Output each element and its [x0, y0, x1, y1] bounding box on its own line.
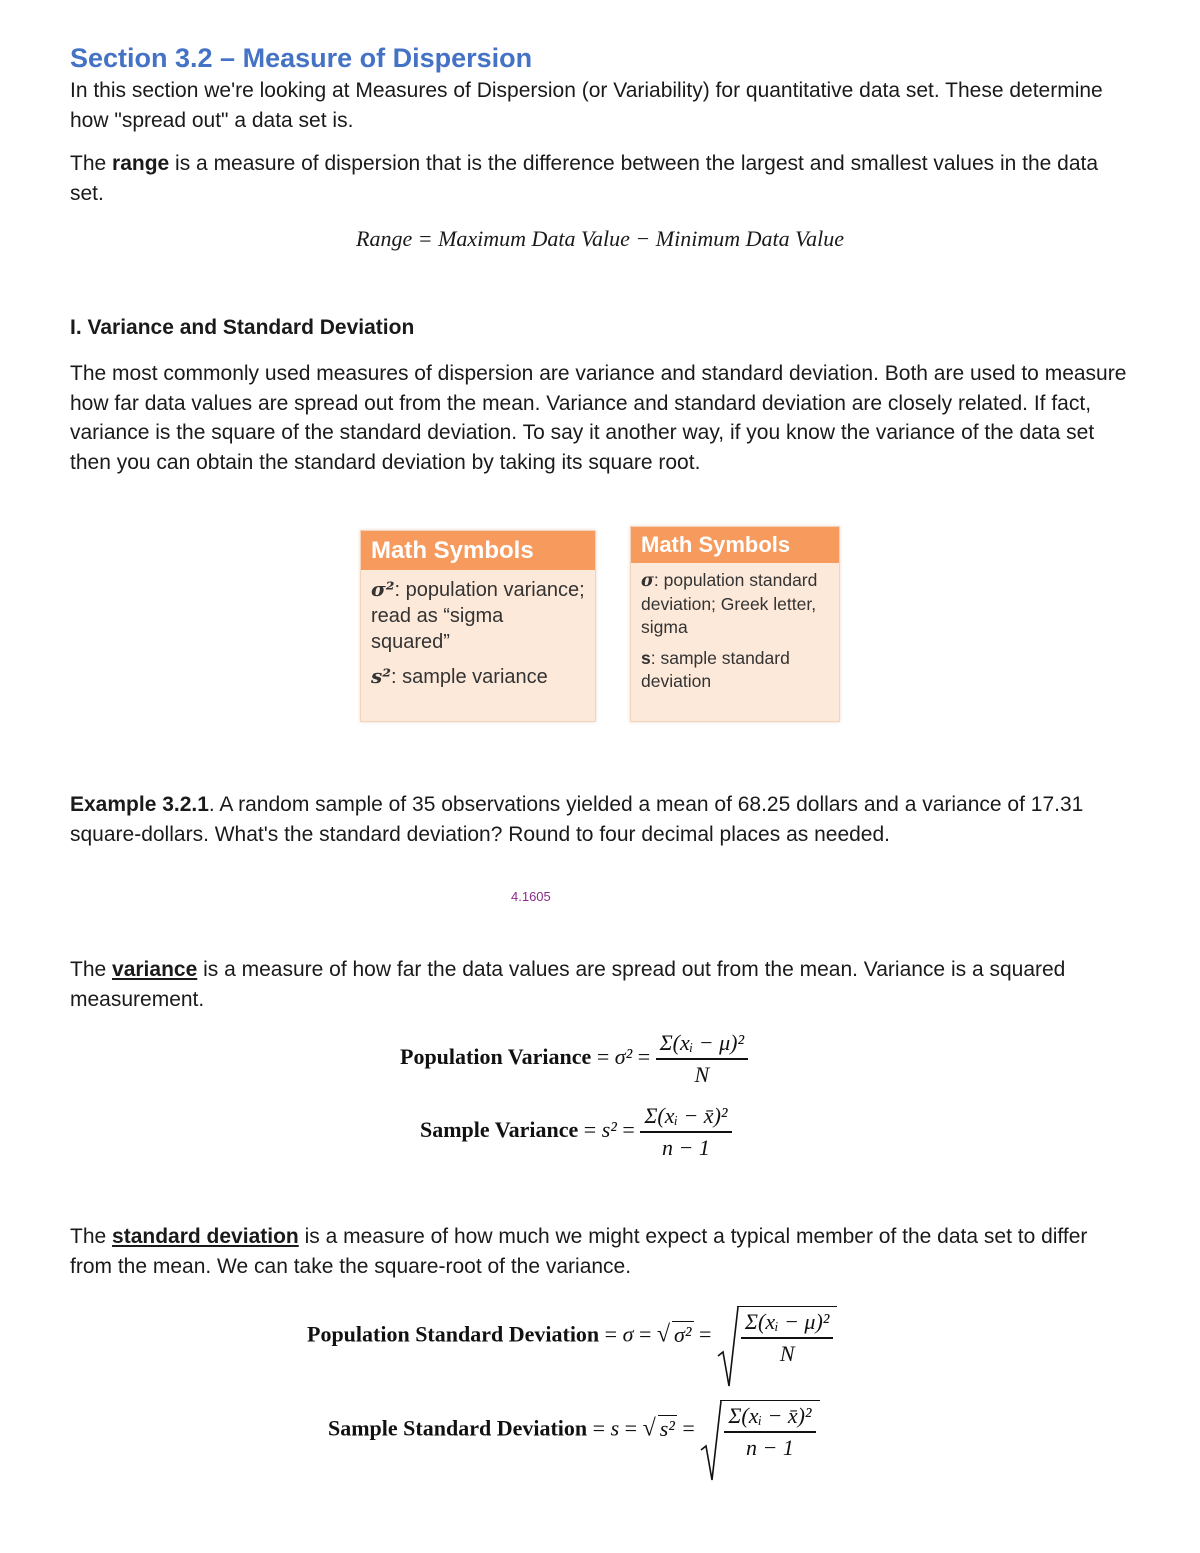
math-symbols-content	[631, 563, 839, 699]
formula-label: Sample Variance	[420, 1117, 579, 1143]
symbol-item	[641, 647, 829, 693]
symbol-sigma: σ	[641, 571, 654, 591]
formula-radicand: σ²	[674, 1321, 692, 1347]
stddev-paragraph	[70, 1222, 1130, 1281]
range-formula: Range = Maximum Data Value − Minimum Data Value	[356, 226, 844, 251]
symbol-item	[641, 569, 829, 639]
population-variance-formula: Population Variance = σ² = $\frac{\text{Σ(xᵢ − μ)²}}{N}$	[400, 1030, 748, 1088]
range-paragraph	[70, 149, 1130, 208]
example-paragraph	[70, 790, 1130, 849]
formula-fraction	[640, 1103, 731, 1161]
symbol-item	[371, 663, 585, 690]
symbol-s: s	[641, 648, 651, 668]
formula-denominator: N	[694, 1062, 710, 1087]
symbol-s-squared: s²	[371, 664, 392, 688]
example-label: Example 3.2.1	[70, 793, 209, 816]
formula-denominator: n − 1	[661, 1135, 710, 1160]
math-symbols-box-variance	[360, 530, 596, 722]
formula-fraction	[656, 1030, 748, 1088]
formula-denominator: N	[779, 1341, 795, 1366]
formula-radical	[720, 1400, 819, 1461]
symbol-description: : population standard deviation; Greek letter, sigma	[641, 570, 818, 637]
variance-block	[70, 955, 1130, 1014]
variance-pre: The	[70, 958, 113, 981]
variance-paragraph	[70, 955, 1130, 1014]
stddev-block	[70, 1222, 1130, 1281]
intro-paragraph: In this section we're looking at Measures of Dispersion (or Variability) for quantitative data set. These determine how "spread out" a data set is.	[70, 79, 1103, 132]
formula-label: Population Variance	[400, 1044, 592, 1070]
formula-fraction	[724, 1403, 815, 1461]
formula-fraction	[741, 1309, 833, 1367]
variance-term: variance	[112, 958, 198, 981]
symbol-description: : population variance; read as “sigma squared”	[371, 579, 585, 653]
section-1-body	[70, 359, 1130, 477]
population-stddev-formula: Population Standard Deviation = σ = √ σ² = $\frac{\text{Σ(xᵢ − μ)²}}{N}$	[307, 1306, 837, 1367]
formula-radicand: s²	[659, 1415, 675, 1441]
stddev-term: standard deviation	[112, 1225, 299, 1248]
range-pre: The	[70, 152, 113, 175]
formula-symbol: s²	[601, 1117, 617, 1143]
formula-radical	[737, 1306, 837, 1367]
range-post: is a measure of dispersion that is the difference between the largest and smallest values in the data set.	[70, 152, 1099, 205]
stddev-pre: The	[70, 1225, 113, 1248]
math-symbols-box-stddev	[630, 526, 840, 722]
formula-symbol: σ	[622, 1321, 634, 1347]
formula-numerator: Σ(xᵢ − μ)²	[741, 1309, 833, 1339]
math-symbols-header: Math Symbols	[631, 527, 839, 563]
range-block	[70, 149, 1130, 208]
document-page	[70, 40, 1130, 135]
formula-label: Population Standard Deviation	[307, 1321, 600, 1347]
section-1-heading: I. Variance and Standard Deviation	[70, 316, 415, 339]
formula-big-root	[717, 1306, 837, 1367]
example-answer: 4.1605	[511, 889, 551, 904]
section-title: Section 3.2 – Measure of Dispersion	[70, 43, 533, 73]
formula-symbol: s	[610, 1415, 620, 1441]
sample-variance-formula: Sample Variance = s² = $\frac{\text{Σ(xᵢ − x̄)²}}{n - 1}$	[420, 1103, 732, 1161]
example-block	[70, 790, 1130, 849]
formula-label: Sample Standard Deviation	[328, 1415, 588, 1441]
stddev-post: is a measure of how much we might expect a typical member of the data set to differ from the mean. We can take the square-root of the variance.	[70, 1225, 1088, 1278]
formula-numerator: Σ(xᵢ − x̄)²	[640, 1103, 731, 1133]
variance-post: is a measure of how far the data values are spread out from the mean. Variance is a squared measurement.	[70, 958, 1066, 1011]
range-term: range	[112, 152, 170, 175]
symbol-sigma-squared: σ²	[371, 577, 395, 601]
formula-denominator: n − 1	[745, 1435, 794, 1460]
formula-big-root	[700, 1400, 819, 1461]
formula-numerator: Σ(xᵢ − x̄)²	[724, 1403, 815, 1433]
symbol-description: : sample standard deviation	[641, 648, 790, 691]
radical-sign-icon	[700, 1400, 722, 1484]
math-symbols-content	[361, 570, 595, 696]
symbol-description: : sample variance	[391, 666, 548, 688]
formula-symbol: σ²	[614, 1044, 633, 1070]
section-1-paragraph: The most commonly used measures of dispersion are variance and standard deviation. Both are used to measure how far data values are spread out from the mean. Variance and standard deviation are closely related. If fact, variance is the square of the standard deviation. To say it another way, if you know the variance of the data set then you can obtain the standard deviation by taking its square root.	[70, 362, 1127, 474]
formula-numerator: Σ(xᵢ − μ)²	[656, 1030, 748, 1060]
example-text: . A random sample of 35 observations yielded a mean of 68.25 dollars and a variance of 17.31 square-dollars. What's the standard deviation? Round to four decimal places as needed.	[70, 793, 1084, 846]
symbol-item	[371, 576, 585, 655]
sample-stddev-formula: Sample Standard Deviation = s = √ s² = $\frac{\text{Σ(xᵢ − x̄)²}}{n - 1}$	[328, 1400, 820, 1461]
radical-sign-icon	[717, 1306, 739, 1390]
section-1	[70, 313, 1130, 343]
math-symbols-header: Math Symbols	[361, 531, 595, 570]
